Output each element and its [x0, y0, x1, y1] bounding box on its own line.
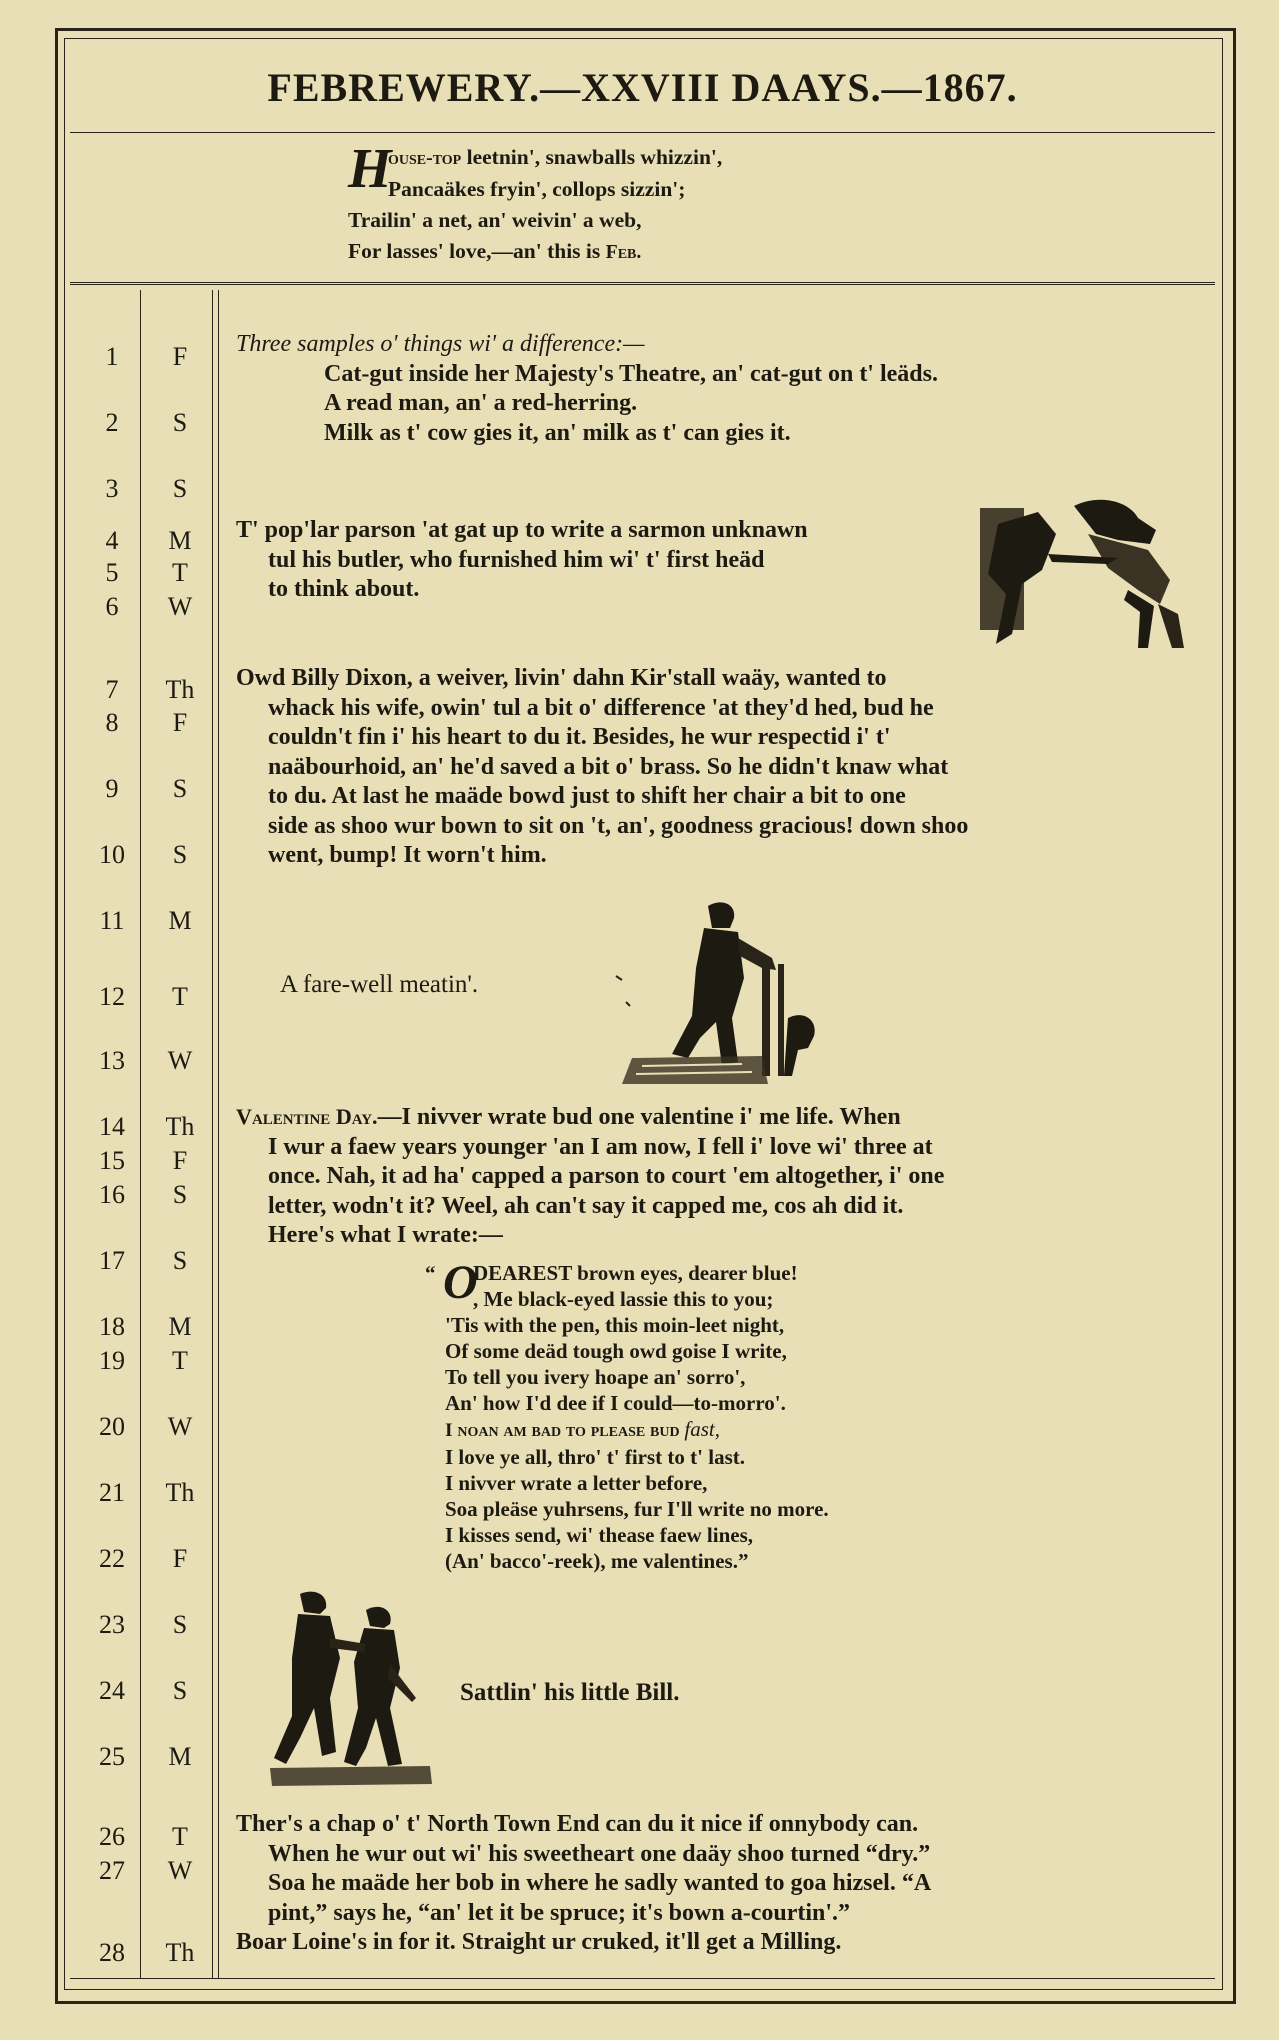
valentine-heading: Valentine Day.	[236, 1104, 378, 1129]
verse-rule	[70, 282, 1215, 285]
poem-line: To tell you ivery hoape an' sorro',	[445, 1365, 746, 1389]
day-number: 28	[99, 1938, 125, 1967]
billy-line: naäbourhoid, an' he'd saved a bit o' brass. So he didn't knaw what	[268, 753, 949, 780]
poem-line: 'Tis with the pen, this moin-leet night,	[445, 1313, 785, 1337]
billy-line: went, bump! It worn't him.	[268, 842, 547, 868]
day-number: 24	[99, 1676, 125, 1705]
day-number: 7	[105, 675, 119, 704]
billy-line: side as shoo wur bown to sit on 't, an', goodness gracious! down shoo	[268, 812, 969, 839]
opening-verse	[348, 138, 723, 268]
day-of-week: S	[172, 774, 188, 803]
column-divider-2	[212, 290, 213, 1978]
column-divider-3	[218, 290, 219, 1978]
poem-line: Of some deäd tough owd goise I write,	[445, 1339, 787, 1363]
poem-line: An' how I'd dee if I could—to-morro'.	[445, 1391, 786, 1415]
day-of-week: Th	[165, 1112, 195, 1141]
day-of-week: T	[172, 1346, 188, 1375]
north-town-line: pint,” says he, “an' let it be spruce; it's bown a-courtin'.”	[268, 1899, 851, 1926]
day-of-week: T	[172, 558, 188, 587]
day-number: 20	[99, 1412, 125, 1441]
parson-woodcut-illustration	[978, 494, 1188, 650]
billy-line: couldn't fin i' his heart to du it. Besides, he wur respectid i' t'	[268, 724, 891, 750]
day-number: 18	[99, 1312, 125, 1341]
parson-line: tul his butler, who furnished him wi' t' first heäd	[268, 546, 765, 573]
farewell-woodcut-illustration	[612, 898, 837, 1086]
poem-open-quote: “	[425, 1261, 436, 1285]
day-number: 1	[105, 342, 119, 371]
day-of-week: Th	[165, 1478, 195, 1507]
bill-caption: Sattlin' his little Bill.	[460, 1679, 680, 1706]
samples-line: A read man, an' a red-herring.	[324, 390, 638, 416]
samples-heading: Three samples o' things wi' a difference:—	[236, 331, 645, 357]
day-number: 17	[99, 1246, 125, 1275]
north-town-block	[236, 1810, 931, 1958]
day-of-week: M	[168, 1742, 192, 1771]
day-of-week: Th	[165, 675, 195, 704]
parson-line: to think about.	[268, 576, 420, 602]
day-of-week: S	[172, 1180, 188, 1209]
title-rule	[70, 132, 1215, 133]
day-number: 23	[99, 1610, 125, 1639]
valentine-line: once. Nah, it ad ha' capped a parson to court 'em altogether, i' one	[268, 1163, 945, 1189]
bottom-rule	[70, 1978, 1215, 1979]
day-of-week: M	[168, 906, 192, 935]
day-of-week: S	[172, 840, 188, 869]
day-number: 5	[105, 558, 119, 587]
day-of-week: F	[172, 708, 188, 737]
page-title: FEBREWERY.—XXVIII DAAYS.—1867.	[267, 65, 1018, 110]
bill-woodcut-illustration	[270, 1588, 435, 1788]
day-number: 11	[99, 906, 125, 935]
valentine-line: Valentine Day.—I nivver wrate bud one valentine i' me life. When	[236, 1104, 901, 1130]
poem-line: , Me black-eyed lassie this to you;	[473, 1287, 774, 1311]
day-number: 15	[99, 1146, 125, 1175]
farewell-caption: A fare-well meatin'.	[280, 971, 479, 998]
poem-line: I nivver wrate a letter before,	[445, 1471, 708, 1495]
day-of-week: S	[172, 474, 188, 503]
day-number: 3	[105, 474, 119, 503]
day-of-week: S	[172, 1676, 188, 1705]
parson-block	[236, 516, 808, 605]
day-of-week: T	[172, 982, 188, 1011]
day-number: 12	[99, 982, 125, 1011]
day-number: 2	[105, 408, 119, 437]
day-number: 10	[99, 840, 125, 869]
north-town-line: Soa he maäde her bob in where he sadly wanted to goa hizsel. “A	[268, 1870, 932, 1896]
day-number: 19	[99, 1346, 125, 1375]
day-of-week: W	[167, 1046, 193, 1075]
day-of-week: W	[167, 592, 193, 621]
verse-line-1: ouse-top leetnin', snawballs whizzin',	[388, 145, 723, 169]
day-number: 26	[99, 1822, 125, 1851]
north-town-line: Ther's a chap o' t' North Town End can du it nice if onnybody can.	[236, 1811, 919, 1837]
day-number: 21	[99, 1478, 125, 1507]
billy-line: Owd Billy Dixon, a weiver, livin' dahn Kir'stall waäy, wanted to	[236, 665, 887, 691]
day-of-week: W	[167, 1412, 193, 1441]
poem-line: Soa pleäse yuhrsens, fur I'll write no more.	[445, 1497, 829, 1521]
day-number: 22	[99, 1544, 125, 1573]
valentine-block	[236, 1102, 944, 1251]
day-of-week: F	[172, 1544, 188, 1573]
valentine-poem	[425, 1256, 829, 1574]
day-of-week: M	[168, 526, 192, 555]
day-of-week: W	[167, 1856, 193, 1885]
day-of-week: S	[172, 408, 188, 437]
day-of-week: Th	[165, 1938, 195, 1967]
verse-drop-cap: H	[348, 138, 392, 200]
day-of-week: T	[172, 1822, 188, 1851]
poem-drop-cap: O	[443, 1256, 478, 1309]
billy-line: to du. At last he maäde bowd just to shift her chair a bit to one	[268, 783, 906, 809]
day-number: 6	[105, 592, 119, 621]
poem-line: DEAREST brown eyes, dearer blue!	[473, 1261, 798, 1285]
valentine-line: letter, wodn't it? Weel, ah can't say it capped me, cos ah did it.	[268, 1192, 904, 1219]
day-number: 13	[99, 1046, 125, 1075]
billy-dixon-block	[236, 664, 968, 871]
day-number: 9	[105, 774, 119, 803]
billy-line: whack his wife, owin' tul a bit o' difference 'at they'd hed, bud he	[268, 694, 934, 721]
north-town-line: Boar Loine's in for it. Straight ur cruked, it'll get a Milling.	[236, 1929, 842, 1955]
day-of-week: F	[172, 1146, 188, 1175]
parson-line: T' pop'lar parson 'at gat up to write a sarmon unknawn	[236, 517, 808, 543]
verse-line-3: Trailin' a net, an' weivin' a web,	[348, 208, 642, 232]
day-number: 4	[105, 526, 119, 555]
valentine-line: I wur a faew years younger 'an I am now, I fell i' love wi' three at	[268, 1133, 933, 1160]
day-number: 8	[105, 708, 119, 737]
day-of-week: S	[172, 1610, 188, 1639]
day-of-week: F	[172, 342, 188, 371]
poem-line: I noan am bad to please bud fast,	[445, 1417, 721, 1441]
valentine-line: Here's what I wrate:—	[268, 1222, 503, 1248]
samples-line: Milk as t' cow gies it, an' milk as t' can gies it.	[324, 419, 791, 446]
samples-line: Cat-gut inside her Majesty's Theatre, an' cat-gut on t' leäds.	[324, 360, 938, 387]
day-of-week: S	[172, 1246, 188, 1275]
verse-line-4: For lasses' love,—an' this is Feb.	[348, 239, 642, 263]
day-number: 14	[99, 1112, 125, 1141]
poem-line: I love ye all, thro' t' first to t' last.	[445, 1445, 745, 1469]
day-number: 25	[99, 1742, 125, 1771]
poem-line: (An' bacco'-reek), me valentines.”	[445, 1549, 749, 1573]
day-number: 27	[99, 1856, 125, 1885]
north-town-line: When he wur out wi' his sweetheart one daäy shoo turned “dry.”	[268, 1840, 931, 1867]
samples-block	[236, 330, 938, 448]
day-number: 16	[99, 1180, 125, 1209]
day-of-week: M	[168, 1312, 192, 1341]
verse-line-2: Pancaäkes fryin', collops sizzin';	[388, 177, 686, 201]
poem-line: I kisses send, wi' thease faew lines,	[445, 1523, 754, 1547]
